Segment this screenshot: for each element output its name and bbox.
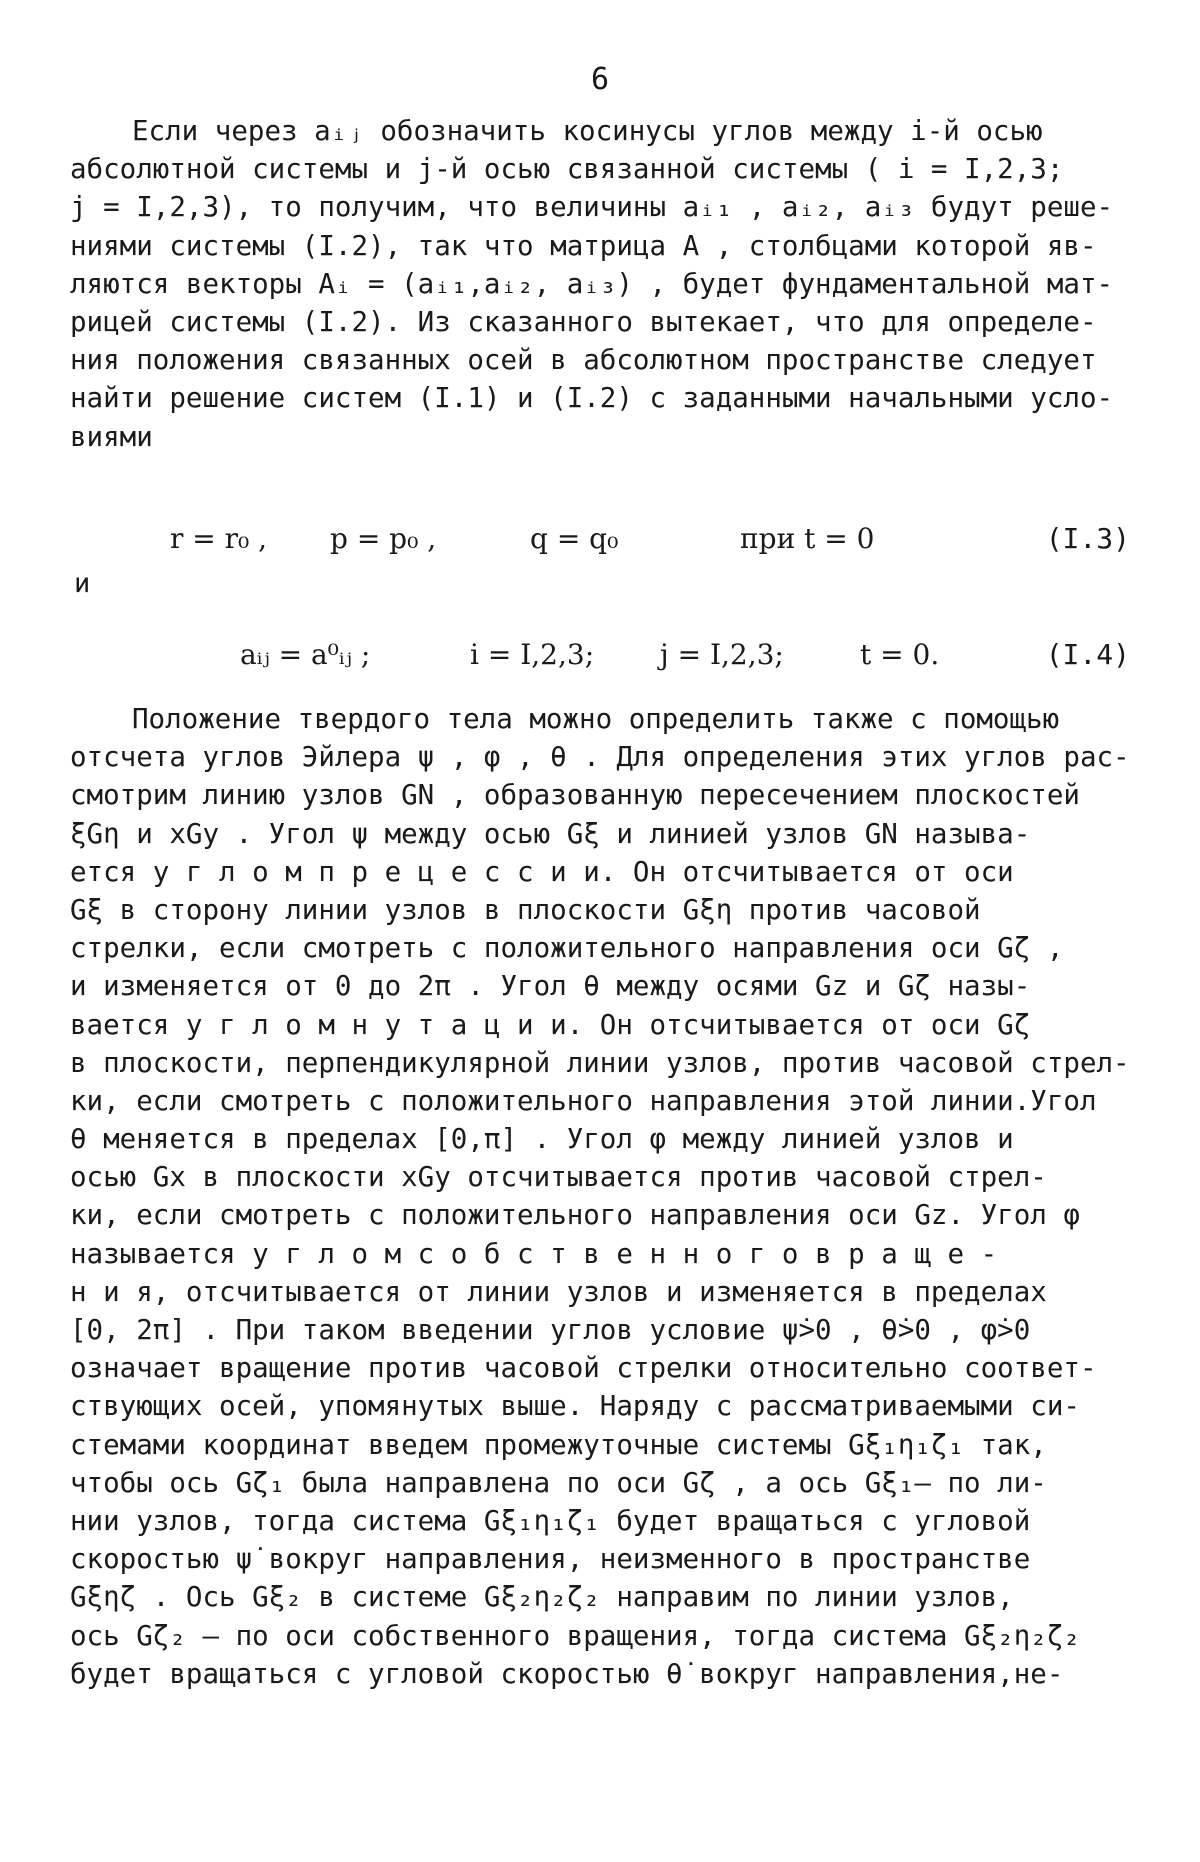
paragraph-1 [70, 112, 1130, 456]
text-line: ния положения связанных осей в абсолютном пространстве следует [70, 344, 1097, 377]
text-line: абсолютной системы и j-й осью связанной системы ( i = I,2,3; [70, 153, 1064, 186]
text-line: стемами координат введем промежуточные системы Gξ₁η₁ζ₁ так, [70, 1428, 1047, 1461]
text-line: ляются векторы Aᵢ = (aᵢ₁,aᵢ₂, aᵢ₃) , будет фундаментальной мат- [70, 267, 1114, 300]
text-line: Gξηζ . Ось Gξ₂ в системе Gξ₂η₂ζ₂ направим по линии узлов, [70, 1581, 1014, 1614]
text-line: j = I,2,3), то получим, что величины aᵢ₁ , aᵢ₂, aᵢ₃ будут реше- [70, 191, 1114, 224]
formula-initial-conditions [70, 512, 1130, 572]
formula-r: r = r₀ , [170, 522, 268, 555]
text-line: ки, если смотреть с положительного направления оси Gz. Угол φ [70, 1199, 1080, 1232]
text-line: виями [70, 420, 153, 453]
text-line: и изменяется от 0 до 2π . Угол θ между осями Gz и Gζ назы- [70, 970, 1031, 1003]
text-line: ось Gζ₂ – по оси собственного вращения, тогда система Gξ₂η₂ζ₂ [70, 1619, 1080, 1652]
equation-number: (I.4) [1045, 638, 1130, 671]
text-line: ξGη и xGy . Угол ψ между осью Gξ и линией узлов GN называ- [70, 817, 1031, 850]
formula-condition: при t = 0 [740, 522, 875, 555]
text-line: ствующих осей, упомянутых выше. Наряду с рассматриваемыми си- [70, 1390, 1080, 1423]
text-line: будет вращаться с угловой скоростью θ̇ вокруг направления,не- [70, 1657, 1064, 1690]
paragraph-2 [70, 700, 1130, 1693]
text-line: скоростью ψ̇ вокруг направления, неизменного в пространстве [70, 1543, 1031, 1576]
formula-j-range: j = I,2,3; [660, 638, 784, 671]
page-number: 6 [590, 62, 610, 97]
text-line: смотрим линию узлов GN , образованную пересечением плоскостей [70, 779, 1080, 812]
formula-i-range: i = I,2,3; [470, 638, 595, 671]
text-line: θ меняется в пределах [0,π] . Угол φ между линией узлов и [70, 1123, 1014, 1156]
text-line: найти решение систем (I.1) и (I.2) с заданными начальными усло- [70, 382, 1114, 415]
text-line: стрелки, если смотреть с положительного направления оси Gζ , [70, 932, 1064, 965]
text-line: ки, если смотреть с положительного направления этой линии.Угол [70, 1084, 1097, 1117]
equation-number: (I.3) [1045, 522, 1130, 555]
formula-t: t = 0. [860, 638, 940, 671]
text-line: означает вращение против часовой стрелки относительно соответ- [70, 1352, 1097, 1385]
text-line: Положение твердого тела можно определить также с помощью [132, 703, 1060, 735]
text-line: Gξ в сторону линии узлов в плоскости Gξη против часовой [70, 893, 981, 926]
text-line: Если через aᵢⱼ обозначить косинусы углов между i-й осью [132, 115, 1043, 147]
text-line: вается у г л о м н у т а ц и и. Он отсчитывается от оси Gζ [70, 1008, 1031, 1041]
formula-initial-cosines [70, 628, 1130, 688]
text-line: рицей системы (I.2). Из сказанного вытекает, что для определе- [70, 305, 1097, 338]
text-line: чтобы ось Gζ₁ была направлена по оси Gζ , а ось Gξ₁– по ли- [70, 1466, 1047, 1499]
text-line: [0, 2π] . При таком введении углов условие ψ̇>0 , θ̇>0 , φ̇>0 [70, 1314, 1031, 1346]
text-line: отсчета углов Эйлера ψ , φ , θ . Для определения этих углов рас- [70, 741, 1130, 774]
text-line: нии узлов, тогда система Gξ₁η₁ζ₁ будет вращаться с угловой [70, 1504, 1031, 1537]
text-line: осью Gx в плоскости xGy отсчитывается против часовой стрел- [70, 1161, 1047, 1194]
text-line: н и я, отсчитывается от линии узлов и изменяется в пределах [70, 1275, 1047, 1308]
conjunction-and: и [74, 568, 91, 599]
text-line: ется у г л о м п р е ц е с с и и. Он отсчитывается от оси [70, 855, 1014, 888]
formula-q: q = q₀ [530, 522, 619, 555]
text-line: называется у г л о м с о б с т в е н н о г о в р а щ е - [70, 1237, 998, 1270]
text-line: в плоскости, перпендикулярной линии узлов, против часовой стрел- [70, 1046, 1130, 1079]
formula-p: p = p₀ , [330, 522, 437, 555]
formula-a-ij: aᵢⱼ = a⁰ᵢⱼ ; [240, 638, 371, 671]
text-line: ниями системы (I.2), так что матрица A , столбцами которой яв- [70, 229, 1097, 262]
